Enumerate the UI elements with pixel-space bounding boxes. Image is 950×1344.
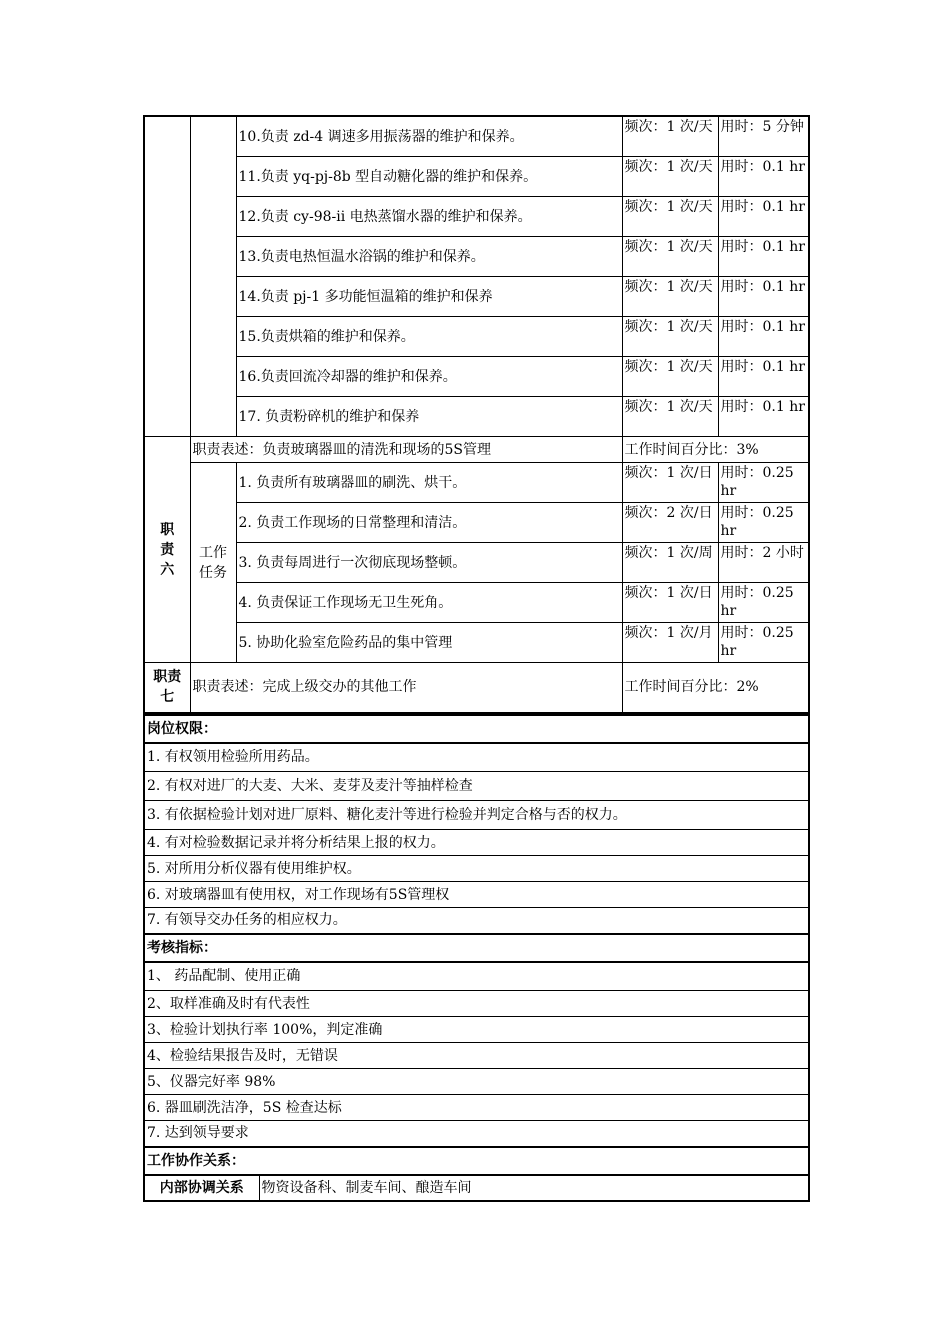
task-text: 4. 负责保证工作现场无卫生死角。	[236, 583, 622, 623]
authority-item-text: 5. 对所用分析仪器有使用维护权。	[144, 856, 809, 882]
duty6-task-row	[144, 503, 809, 543]
duty7-percent: 工作时间百分比：2%	[622, 663, 809, 713]
kpi-item	[144, 991, 809, 1017]
task-frequency: 频次：1 次/月	[622, 623, 718, 663]
task-text: 14.负责 pj-1 多功能恒温箱的维护和保养	[236, 277, 622, 317]
task-time: 用时：0.25 hr	[718, 463, 809, 503]
duty6-task-row	[144, 543, 809, 583]
authority-item	[144, 801, 809, 830]
internal-coordination-value: 物资设备科、制麦车间、酿造车间	[259, 1175, 809, 1201]
authority-item-text: 1. 有权领用检验所用药品。	[144, 743, 809, 772]
kpi-header-row	[144, 934, 809, 962]
task-frequency: 频次：2 次/日	[622, 503, 718, 543]
duty5-task-row	[144, 237, 809, 277]
authority-header-row	[144, 715, 809, 743]
task-text: 5. 协助化验室危险药品的集中管理	[236, 623, 622, 663]
duty6-percent: 工作时间百分比：3%	[622, 437, 809, 463]
authority-kpi-table	[143, 714, 810, 1202]
task-frequency: 频次：1 次/天	[622, 397, 718, 437]
task-frequency: 频次：1 次/天	[622, 157, 718, 197]
kpi-item	[144, 1095, 809, 1121]
duty5-task-row	[144, 317, 809, 357]
kpi-item-text: 6. 器皿刷洗洁净，5S 检查达标	[144, 1095, 809, 1121]
task-frequency: 频次：1 次/天	[622, 317, 718, 357]
duty5-task-row	[144, 357, 809, 397]
authority-item-text: 3. 有依据检验计划对进厂原料、糖化麦汁等进行检验并判定合格与否的权力。	[144, 801, 809, 830]
authority-item-text: 4. 有对检验数据记录并将分析结果上报的权力。	[144, 830, 809, 856]
task-time: 用时：0.25 hr	[718, 503, 809, 543]
task-text: 11.负责 yq-pj-8b 型自动糖化器的维护和保养。	[236, 157, 622, 197]
duty5-task-row	[144, 397, 809, 437]
task-time: 用时：0.1 hr	[718, 197, 809, 237]
task-time: 用时：5 分钟	[718, 116, 809, 157]
task-text: 17. 负责粉碎机的维护和保养	[236, 397, 622, 437]
kpi-item	[144, 1121, 809, 1147]
task-time: 用时：0.1 hr	[718, 157, 809, 197]
authority-item-text: 2. 有权对进厂的大麦、大米、麦芽及麦汁等抽样检查	[144, 772, 809, 801]
duty6-task-row	[144, 623, 809, 663]
duty5-label-cell	[144, 116, 190, 437]
task-text: 16.负责回流冷却器的维护和保养。	[236, 357, 622, 397]
duty6-task-label: 工作任务	[190, 463, 236, 663]
task-time: 用时：0.1 hr	[718, 397, 809, 437]
duty6-task-row	[144, 463, 809, 503]
kpi-item	[144, 962, 809, 991]
task-time: 用时：0.25 hr	[718, 623, 809, 663]
task-frequency: 频次：1 次/天	[622, 197, 718, 237]
kpi-item-text: 3、检验计划执行率 100%，判定准确	[144, 1017, 809, 1043]
task-time: 用时：0.1 hr	[718, 237, 809, 277]
duty6-label: 职责六	[144, 437, 190, 663]
duty7-statement: 职责表述：完成上级交办的其他工作	[190, 663, 622, 713]
duty5-sublabel-cell	[190, 116, 236, 437]
task-frequency: 频次：1 次/天	[622, 237, 718, 277]
authority-item-text: 6. 对玻璃器皿有使用权，对工作现场有5S管理权	[144, 882, 809, 908]
authority-item	[144, 772, 809, 801]
task-frequency: 频次：1 次/天	[622, 357, 718, 397]
kpi-item-text: 5、仪器完好率 98%	[144, 1069, 809, 1095]
duty7-label: 职责七	[144, 663, 190, 713]
task-text: 10.负责 zd-4 调速多用振荡器的维护和保养。	[236, 116, 622, 157]
duty5-task-row	[144, 157, 809, 197]
task-time: 用时：0.1 hr	[718, 277, 809, 317]
kpi-title: 考核指标：	[144, 934, 809, 962]
internal-coordination-row	[144, 1175, 809, 1201]
authority-item	[144, 882, 809, 908]
internal-coordination-label: 内部协调关系	[144, 1175, 259, 1201]
task-text: 1. 负责所有玻璃器皿的刷洗、烘干。	[236, 463, 622, 503]
duty5-task-row	[144, 116, 809, 157]
authority-item	[144, 856, 809, 882]
kpi-item-text: 7. 达到领导要求	[144, 1121, 809, 1147]
task-text: 3. 负责每周进行一次彻底现场整顿。	[236, 543, 622, 583]
duty6-statement: 职责表述：负责玻璃器皿的清洗和现场的5S管理	[190, 437, 622, 463]
task-frequency: 频次：1 次/日	[622, 583, 718, 623]
duty6-task-row	[144, 583, 809, 623]
kpi-item-text: 1、 药品配制、使用正确	[144, 962, 809, 991]
authority-item-text: 7. 有领导交办任务的相应权力。	[144, 908, 809, 934]
task-text: 12.负责 cy-98-ii 电热蒸馏水器的维护和保养。	[236, 197, 622, 237]
task-text: 15.负责烘箱的维护和保养。	[236, 317, 622, 357]
cooperation-title: 工作协作关系：	[144, 1147, 809, 1175]
task-time: 用时：0.25 hr	[718, 583, 809, 623]
duty5-task-row	[144, 197, 809, 237]
kpi-item-text: 2、取样准确及时有代表性	[144, 991, 809, 1017]
task-text: 13.负责电热恒温水浴锅的维护和保养。	[236, 237, 622, 277]
task-time: 用时：0.1 hr	[718, 357, 809, 397]
authority-item	[144, 908, 809, 934]
cooperation-header-row	[144, 1147, 809, 1175]
duty6-statement-row	[144, 437, 809, 463]
kpi-item	[144, 1069, 809, 1095]
duties-table	[143, 115, 810, 714]
duty5-task-row	[144, 277, 809, 317]
task-time: 用时：2 小时	[718, 543, 809, 583]
authority-title: 岗位权限：	[144, 715, 809, 743]
authority-item	[144, 743, 809, 772]
task-text: 2. 负责工作现场的日常整理和清洁。	[236, 503, 622, 543]
task-frequency: 频次：1 次/日	[622, 463, 718, 503]
task-frequency: 频次：1 次/天	[622, 277, 718, 317]
duty7-row	[144, 663, 809, 713]
job-description-page	[143, 115, 808, 1202]
kpi-item	[144, 1043, 809, 1069]
task-frequency: 频次：1 次/周	[622, 543, 718, 583]
kpi-item	[144, 1017, 809, 1043]
authority-item	[144, 830, 809, 856]
task-frequency: 频次：1 次/天	[622, 116, 718, 157]
task-time: 用时：0.1 hr	[718, 317, 809, 357]
kpi-item-text: 4、检验结果报告及时，无错误	[144, 1043, 809, 1069]
